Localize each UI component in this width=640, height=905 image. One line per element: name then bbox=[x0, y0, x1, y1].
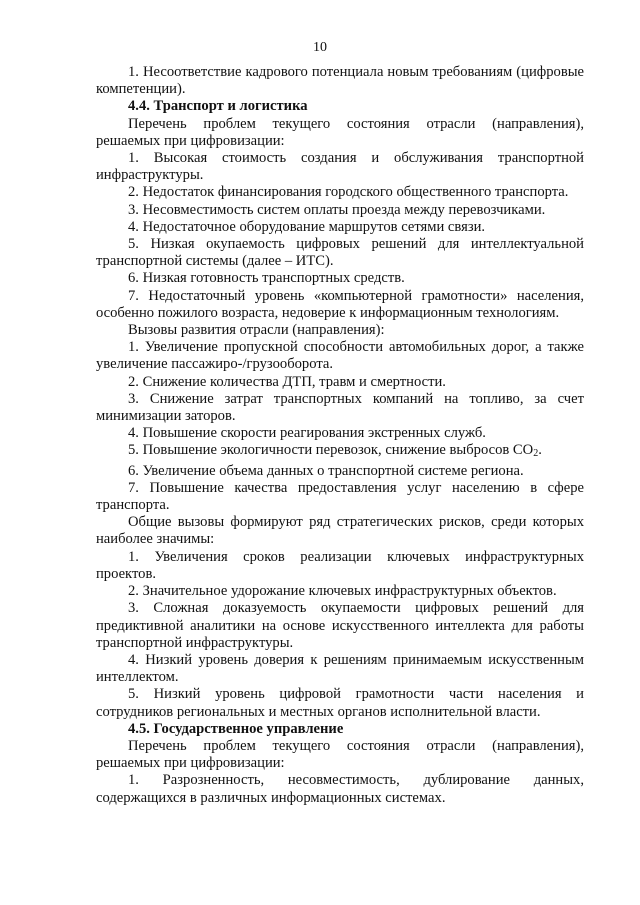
paragraph: 3. Сложная доказуемость окупаемости цифровых решений для предиктивной аналитики на основе искусственного интеллекта для работы транспортной инфраструктуры. bbox=[96, 600, 584, 651]
paragraph: 6. Увеличение объема данных о транспортной системе региона. bbox=[128, 462, 524, 479]
paragraph: Вызовы развития отрасли (направления): bbox=[128, 322, 385, 339]
paragraph: 4. Низкий уровень доверия к решениям принимаемым искусственным интеллектом. bbox=[96, 651, 584, 686]
paragraph: 1. Разрозненность, несовместимость, дублирование данных, содержащихся в различных информационных системах. bbox=[96, 772, 584, 806]
page-number: 10 bbox=[313, 40, 327, 55]
paragraph: 4. Недостаточное оборудование маршрутов сетями связи. bbox=[128, 218, 486, 235]
section-heading: 4.5. Государственное управление bbox=[128, 720, 344, 737]
section-heading: 4.4. Транспорт и логистика bbox=[128, 98, 308, 115]
paragraph: 3. Несовместимость систем оплаты проезда между перевозчиками. bbox=[128, 201, 546, 218]
paragraph: Общие вызовы формируют ряд стратегических рисков, среди которых наиболее значимы: bbox=[96, 514, 584, 548]
paragraph: 6. Низкая готовность транспортных средств. bbox=[128, 270, 405, 287]
paragraph: 1. Увеличения сроков реализации ключевых инфраструктурных проектов. bbox=[96, 548, 584, 582]
document-body bbox=[96, 64, 584, 807]
paragraph: 7. Повышение качества предоставления услуг населению в сфере транспорта. bbox=[96, 479, 584, 514]
paragraph: 1. Несоответствие кадрового потенциала новым требованиям (цифровые компетенции). bbox=[96, 64, 584, 98]
paragraph: 5. Низкая окупаемость цифровых решений для интеллектуальной транспортной системы (далее – ИТС). bbox=[96, 236, 584, 270]
paragraph: 4. Повышение скорости реагирования экстренных служб. bbox=[128, 425, 486, 442]
paragraph: 5. Низкий уровень цифровой грамотности части населения и сотрудников региональных и местных органов исполнительной власти. bbox=[96, 686, 584, 720]
paragraph: 2. Снижение количества ДТП, травм и смертности. bbox=[128, 373, 446, 390]
paragraph: 2. Недостаток финансирования городского общественного транспорта. bbox=[128, 184, 569, 201]
paragraph: 7. Недостаточный уровень «компьютерной грамотности» населения, особенно пожилого возраста, недоверие к информационным технологиям. bbox=[96, 287, 584, 321]
subscript: 2 bbox=[533, 448, 539, 460]
paragraph: 2. Значительное удорожание ключевых инфраструктурных объектов. bbox=[128, 583, 557, 600]
paragraph-text: 5. Повышение экологичности перевозок, снижение выбросов CO bbox=[128, 442, 534, 459]
paragraph: 3. Снижение затрат транспортных компаний на топливо, за счет минимизации заторов. bbox=[96, 390, 584, 425]
paragraph bbox=[96, 442, 584, 462]
paragraph: 1. Увеличение пропускной способности автомобильных дорог, а также увеличение пассажиро-/грузооборота. bbox=[96, 339, 584, 373]
paragraph: 1. Высокая стоимость создания и обслуживания транспортной инфраструктуры. bbox=[96, 150, 584, 184]
paragraph: Перечень проблем текущего состояния отрасли (направления), решаемых при цифровизации: bbox=[96, 115, 584, 149]
paragraph: Перечень проблем текущего состояния отрасли (направления), решаемых при цифровизации: bbox=[96, 737, 584, 772]
paragraph-tail: . bbox=[538, 442, 542, 459]
